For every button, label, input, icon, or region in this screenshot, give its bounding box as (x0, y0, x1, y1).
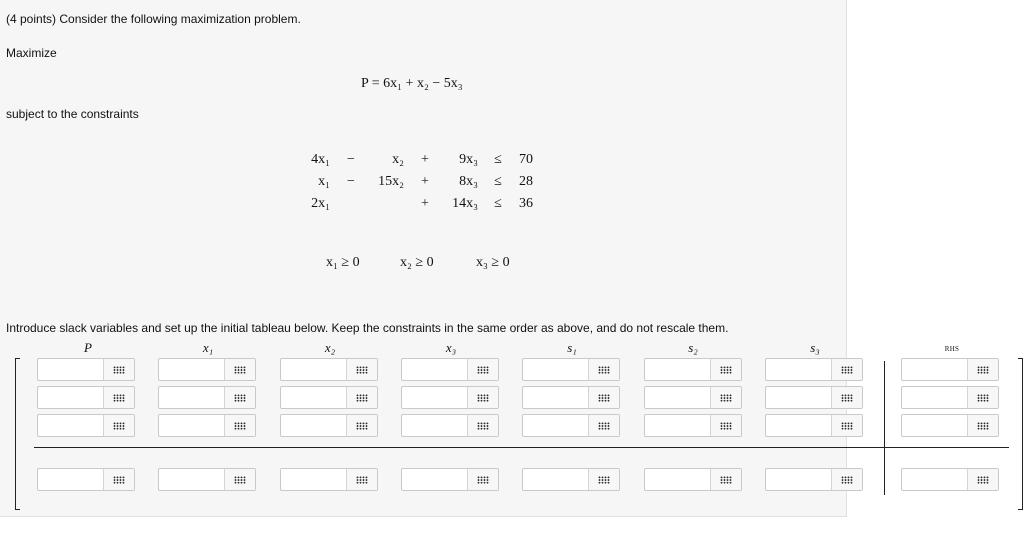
cell-input[interactable] (38, 469, 106, 490)
cell-input[interactable] (281, 359, 349, 380)
constraint-operator: + (421, 174, 429, 189)
equation-editor-button[interactable] (588, 469, 619, 490)
tableau-cell (765, 358, 863, 381)
nonneg-x2: x₂ ≥ 0 (400, 255, 434, 270)
equation-editor-button[interactable] (831, 469, 862, 490)
grid-icon (113, 476, 125, 484)
grid-icon (477, 366, 489, 374)
grid-icon (720, 366, 732, 374)
grid-icon (477, 394, 489, 402)
objective-function: P = 6x₁ + x₂ − 5x₃ (361, 76, 463, 91)
constraint-operator: − (347, 174, 355, 189)
equation-editor-button[interactable] (346, 469, 377, 490)
tableau-right-bracket (1018, 358, 1023, 510)
tableau-cell (644, 468, 742, 491)
grid-icon (356, 394, 368, 402)
grid-icon (477, 422, 489, 430)
constraint-relation: ≤ (494, 152, 502, 167)
tableau-cell (37, 386, 135, 409)
equation-editor-button[interactable] (467, 415, 498, 436)
tableau-cell (158, 468, 256, 491)
cell-input[interactable] (645, 469, 713, 490)
cell-input[interactable] (645, 415, 713, 436)
tableau-cell (158, 358, 256, 381)
grid-icon (356, 422, 368, 430)
nonneg-x3: x₃ ≥ 0 (476, 255, 510, 270)
tableau-cell (644, 414, 742, 437)
grid-icon (356, 366, 368, 374)
cell-input[interactable] (38, 387, 106, 408)
header-x3: x₃ (445, 340, 457, 355)
grid-icon (977, 422, 989, 430)
cell-input[interactable] (402, 387, 470, 408)
tableau-cell (280, 414, 378, 437)
tableau-cell (901, 358, 999, 381)
nonneg-x1: x₁ ≥ 0 (326, 255, 360, 270)
cell-input[interactable] (281, 387, 349, 408)
constraint-operator: − (347, 152, 355, 167)
cell-input[interactable] (402, 415, 470, 436)
equation-editor-button[interactable] (588, 359, 619, 380)
cell-input[interactable] (645, 387, 713, 408)
equation-editor-button[interactable] (346, 415, 377, 436)
grid-icon (234, 422, 246, 430)
equation-editor-button[interactable] (967, 387, 998, 408)
cell-input[interactable] (159, 415, 227, 436)
equation-editor-button[interactable] (710, 387, 741, 408)
constraints-label: subject to the constraints (6, 107, 139, 121)
constraint-relation: ≤ (494, 174, 502, 189)
tableau-cell (522, 468, 620, 491)
grid-icon (598, 366, 610, 374)
equation-editor-button[interactable] (103, 415, 134, 436)
tableau-cell (37, 358, 135, 381)
tableau-cell (158, 414, 256, 437)
tableau-rhs-divider (884, 361, 885, 495)
cell-input[interactable] (159, 359, 227, 380)
equation-editor-button[interactable] (967, 415, 998, 436)
grid-icon (356, 476, 368, 484)
grid-icon (977, 394, 989, 402)
tableau-cell (401, 468, 499, 491)
grid-icon (598, 476, 610, 484)
grid-icon (234, 366, 246, 374)
equation-editor-button[interactable] (710, 469, 741, 490)
cell-input[interactable] (902, 387, 970, 408)
equation-editor-button[interactable] (967, 359, 998, 380)
equation-editor-button[interactable] (467, 469, 498, 490)
equation-editor-button[interactable] (710, 415, 741, 436)
cell-input[interactable] (766, 387, 834, 408)
cell-input[interactable] (523, 469, 591, 490)
tableau-cell (280, 358, 378, 381)
equation-editor-button[interactable] (103, 387, 134, 408)
equation-editor-button[interactable] (224, 415, 255, 436)
equation-editor-button[interactable] (103, 359, 134, 380)
tableau-cell (280, 386, 378, 409)
tableau-cell (280, 468, 378, 491)
grid-icon (598, 394, 610, 402)
header-s2: s₂ (688, 340, 698, 355)
constraint-term: 9x₃ (459, 152, 478, 167)
constraint-term: 14x₃ (452, 196, 478, 211)
tableau-instruction: Introduce slack variables and set up the initial tableau below. Keep the constraints in the same order as above, and do not rescale them. (6, 321, 729, 335)
header-s1: s₁ (567, 340, 577, 355)
grid-icon (720, 422, 732, 430)
cell-input[interactable] (402, 469, 470, 490)
equation-editor-button[interactable] (831, 415, 862, 436)
tableau-cell (158, 386, 256, 409)
equation-editor-button[interactable] (831, 387, 862, 408)
tableau-cell (901, 386, 999, 409)
equation-editor-button[interactable] (710, 359, 741, 380)
cell-input[interactable] (902, 359, 970, 380)
cell-input[interactable] (523, 387, 591, 408)
grid-icon (113, 422, 125, 430)
constraint-term: 15x₂ (378, 174, 404, 189)
equation-editor-button[interactable] (224, 359, 255, 380)
tableau-left-bracket (15, 358, 20, 510)
constraint-term: 2x₁ (311, 196, 330, 211)
header-s3: s₃ (810, 340, 820, 355)
grid-icon (113, 394, 125, 402)
header-p: P (84, 340, 92, 355)
equation-editor-button[interactable] (224, 469, 255, 490)
equation-editor-button[interactable] (588, 387, 619, 408)
tableau-cell (522, 358, 620, 381)
cell-input[interactable] (523, 415, 591, 436)
tableau-cell (765, 468, 863, 491)
header-x2: x₂ (324, 340, 336, 355)
cell-input[interactable] (902, 469, 970, 490)
equation-editor-button[interactable] (224, 387, 255, 408)
equation-editor-button[interactable] (467, 359, 498, 380)
grid-icon (841, 422, 853, 430)
cell-input[interactable] (645, 359, 713, 380)
tableau-cell (522, 386, 620, 409)
constraint-term: x₂ (392, 152, 404, 167)
grid-icon (841, 476, 853, 484)
constraint-operator: + (421, 196, 429, 211)
cell-input[interactable] (766, 469, 834, 490)
tableau-cell (901, 414, 999, 437)
equation-editor-button[interactable] (831, 359, 862, 380)
grid-icon (234, 476, 246, 484)
equation-editor-button[interactable] (588, 415, 619, 436)
grid-icon (720, 476, 732, 484)
cell-input[interactable] (159, 387, 227, 408)
tableau-cell (765, 386, 863, 409)
tableau-cell (401, 414, 499, 437)
grid-icon (977, 366, 989, 374)
grid-icon (841, 366, 853, 374)
constraint-rhs: 36 (519, 196, 533, 211)
cell-input[interactable] (38, 359, 106, 380)
header-rhs: RHS (944, 345, 960, 353)
header-x1: x₁ (202, 340, 214, 355)
constraint-term: 8x₃ (459, 174, 478, 189)
cell-input[interactable] (766, 359, 834, 380)
constraint-operator: + (421, 152, 429, 167)
cell-input[interactable] (523, 359, 591, 380)
tableau-cell (522, 414, 620, 437)
cell-input[interactable] (902, 415, 970, 436)
tableau-cell (37, 468, 135, 491)
tableau-cell (765, 414, 863, 437)
constraint-rhs: 70 (519, 152, 533, 167)
grid-icon (720, 394, 732, 402)
constraint-rhs: 28 (519, 174, 533, 189)
cell-input[interactable] (766, 415, 834, 436)
equation-editor-button[interactable] (967, 469, 998, 490)
cell-input[interactable] (402, 359, 470, 380)
grid-icon (234, 394, 246, 402)
equation-editor-button[interactable] (467, 387, 498, 408)
grid-icon (841, 394, 853, 402)
grid-icon (113, 366, 125, 374)
constraint-relation: ≤ (494, 196, 502, 211)
tableau-cell (901, 468, 999, 491)
constraint-term: x₁ (318, 174, 330, 189)
equation-editor-button[interactable] (103, 469, 134, 490)
tableau-cell (401, 358, 499, 381)
tableau-cell (401, 386, 499, 409)
cell-input[interactable] (38, 415, 106, 436)
grid-icon (598, 422, 610, 430)
cell-input[interactable] (281, 469, 349, 490)
equation-editor-button[interactable] (346, 359, 377, 380)
tableau-cell (644, 358, 742, 381)
maximize-label: Maximize (6, 46, 57, 60)
equation-editor-button[interactable] (346, 387, 377, 408)
constraint-term: 4x₁ (311, 152, 330, 167)
grid-icon (477, 476, 489, 484)
tableau-cell (37, 414, 135, 437)
grid-icon (977, 476, 989, 484)
tableau-objective-divider (34, 447, 1009, 448)
tableau-cell (644, 386, 742, 409)
cell-input[interactable] (159, 469, 227, 490)
cell-input[interactable] (281, 415, 349, 436)
question-intro: (4 points) Consider the following maximization problem. (6, 12, 301, 26)
